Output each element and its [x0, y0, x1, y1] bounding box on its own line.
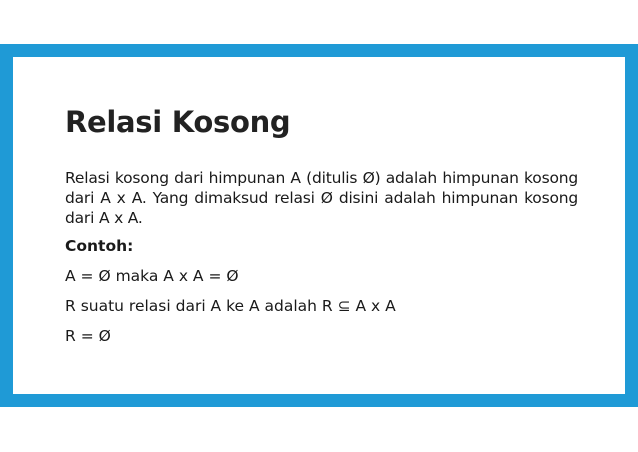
- definition-paragraph: Relasi kosong dari himpunan A (ditulis Ø) adalah himpunan kosong dari A x A. Yang dimaksud relasi Ø disini adalah himpunan kosong dari A x A.: [65, 169, 578, 227]
- content-panel: [13, 57, 625, 394]
- slide-frame: [0, 44, 638, 407]
- example-line-3: R = Ø: [65, 327, 111, 345]
- slide-body: [65, 168, 578, 346]
- example-line-1: A = Ø maka A x A = Ø: [65, 267, 239, 285]
- slide-title: Relasi Kosong: [65, 105, 291, 139]
- example-heading: Contoh:: [65, 237, 134, 255]
- example-line-2: R suatu relasi dari A ke A adalah R ⊆ A x A: [65, 297, 396, 315]
